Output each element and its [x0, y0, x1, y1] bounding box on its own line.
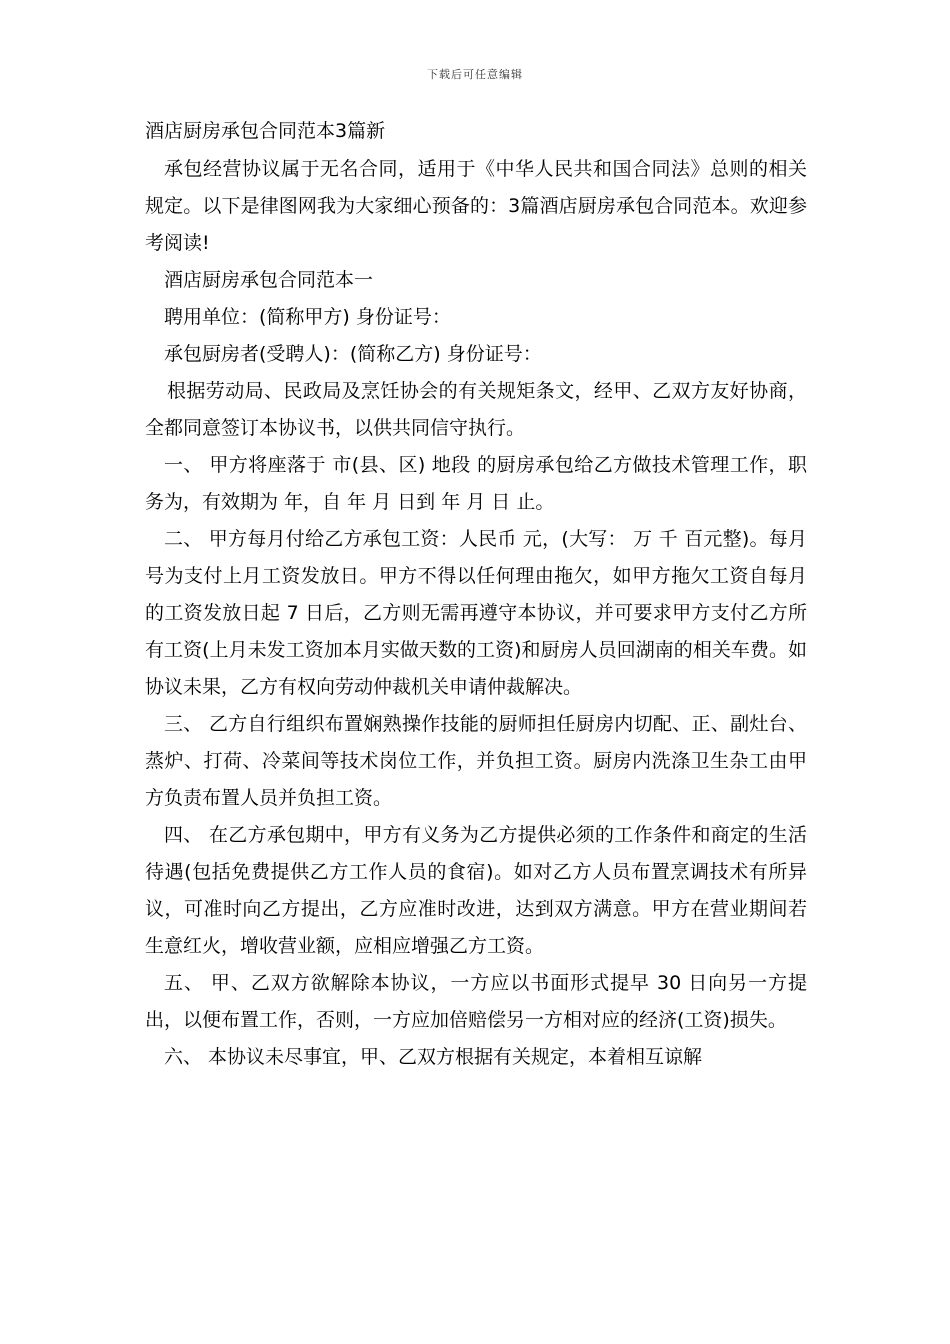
paragraph-intro: 承包经营协议属于无名合同，适用于《中华人民共和国合同法》总则的相关规定。以下是律图网我为大家细心预备的：3篇酒店厨房承包合同范本。欢迎参考阅读! — [145, 158, 807, 254]
document-title: 酒店厨房承包合同范本3篇新 — [145, 120, 386, 142]
clause-5: 五、 甲、乙双方欲解除本协议，一方应以书面形式提早 30 日向另一方提出，以便布置工作，否则，一方应加倍赔偿另一方相对应的经济(工资)损失。 — [145, 972, 807, 1031]
clause-3: 三、 乙方自行组织布置娴熟操作技能的厨师担任厨房内切配、正、副灶台、蒸炉、打荷、冷菜间等技术岗位工作，并负担工资。厨房内洗涤卫生杂工由甲方负责布置人员并负担工资。 — [145, 713, 807, 809]
clause-1: 一、 甲方将座落于 市(县、区) 地段 的厨房承包给乙方做技术管理工作，职务为，有效期为 年，自 年 月 日到 年 月 日 止。 — [145, 454, 807, 513]
section-heading-1: 酒店厨房承包合同范本一 — [164, 269, 374, 291]
paragraph-employer: 聘用单位：(简称甲方) 身份证号： — [164, 306, 451, 328]
document-body — [145, 112, 807, 1076]
page-header-note: 下载后可任意编辑 — [427, 68, 523, 81]
clause-2: 二、 甲方每月付给乙方承包工资：人民币 元，(大写： 万 千 百元整)。每月 号为支付上月工资发放日。甲方不得以任何理由拖欠，如甲方拖欠工资自每月的工资发放日起 7 日后，乙方则无需再遵守本协议，并可要求甲方支付乙方所有工资(上月未发工资加本月实做天数的工资)和厨房人员回湖南的相关车费。如协议未果，乙方有权向劳动仲裁机关申请仲裁解决。 — [145, 528, 807, 698]
paragraph-contractor: 承包厨房者(受聘人)：(简称乙方) 身份证号： — [164, 343, 542, 365]
clause-6: 六、 本协议未尽事宜，甲、乙双方根据有关规定，本着相互谅解 — [164, 1046, 703, 1068]
clause-4: 四、 在乙方承包期中，甲方有义务为乙方提供必须的工作条件和商定的生活待遇(包括免费提供乙方工作人员的食宿)。如对乙方人员布置烹调技术有所异议，可准时向乙方提出，乙方应准时改进，达到双方满意。甲方在营业期间若生意红火，增收营业额，应相应增强乙方工资。 — [145, 824, 807, 957]
paragraph-preamble: 根据劳动局、民政局及烹饪协会的有关规矩条文，经甲、乙双方友好协商，全都同意签订本协议书，以供共同信守执行。 — [145, 380, 807, 439]
